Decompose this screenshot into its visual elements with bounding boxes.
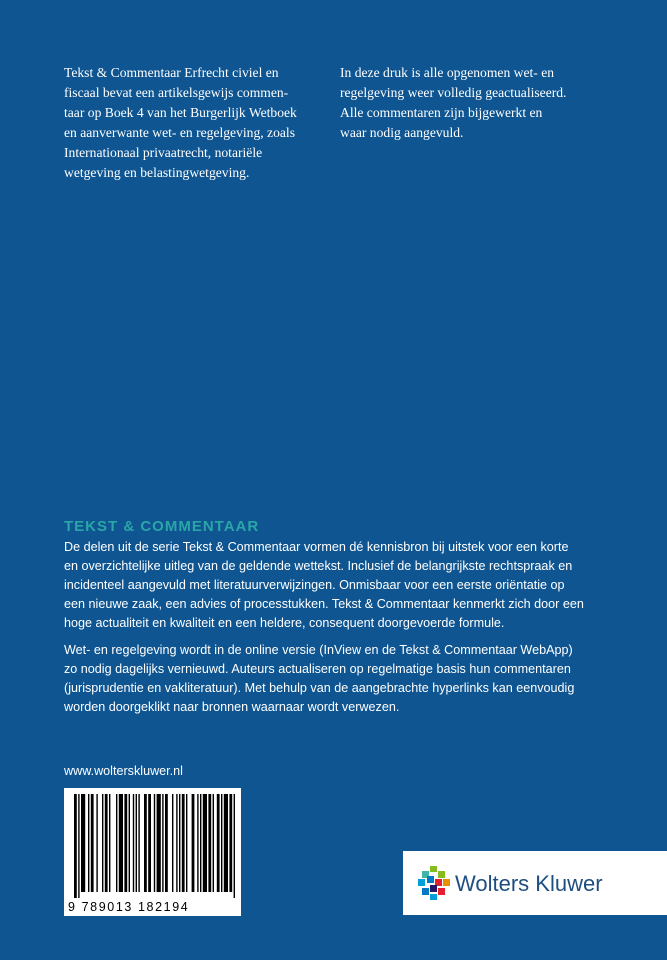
barcode-bar [229,794,232,892]
intro-left-line: Tekst & Commentaar Erfrecht civiel en [64,65,279,80]
barcode-bar [208,794,211,892]
barcode-bar [221,794,222,892]
barcode-bar [172,794,173,892]
online-line: worden doorgeklikt naar bronnen waarnaar wordt verwezen. [64,700,400,714]
intro-left-line: wetgeving en belastingwetgeving. [64,165,250,180]
series-description [64,538,624,633]
barcode-bar [162,794,163,892]
barcode-bar [136,794,137,892]
intro-left-column [64,63,314,183]
online-version-description [64,641,624,717]
publisher-logo-box [403,851,667,915]
intro-left-line: taar op Boek 4 van het Burgerlijk Wetboek [64,105,297,120]
series-heading: TEKST & COMMENTAAR [64,518,260,535]
barcode-bar [88,794,89,892]
barcode-bar [224,794,228,892]
online-line: (jurisprudentie en vakliteratuur). Met behulp van de aangebrachte hyperlinks kan eenvoudig [64,681,575,695]
intro-right-line: waar nodig aangevuld. [340,125,464,140]
series-line: De delen uit de serie Tekst & Commentaar vormen dé kennisbron bij uitstek voor een korte [64,540,569,554]
barcode-bar [213,794,214,892]
online-line: Wet- en regelgeving wordt in de online versie (InView en de Tekst & Commentaar WebApp) [64,643,573,657]
barcode-bar [116,794,117,892]
barcode-bar [176,794,177,892]
publisher-name: Wolters Kluwer [455,871,603,896]
barcode-bar [234,794,235,898]
website-url: www.wolterskluwer.nl [64,764,183,778]
barcode-bar [203,794,207,892]
series-line: hoge actualiteit en kwaliteit en een heldere, consequent doorgevoerde formule. [64,616,505,630]
intro-left-line: Internationaal privaatrecht, notariële [64,145,263,160]
barcode-bar [129,794,130,892]
barcode-bar [91,794,94,892]
wolters-kluwer-globe-icon [417,865,451,901]
barcode-number: 9 789013 182194 [68,900,190,914]
barcode-bar [192,794,195,892]
barcode-bar [119,794,123,892]
online-line: zo nodig dagelijks vernieuwd. Auteurs actualiseren op regelmatige basis hun commentaren [64,662,571,676]
barcode-bar [124,794,127,892]
isbn-barcode [64,788,241,916]
barcode-bar [165,794,168,892]
intro-right-column [340,63,620,143]
intro-left-line: en aanverwante wet- en regelgeving, zoals [64,125,295,140]
barcode-bar [78,794,79,898]
intro-left-line: fiscaal bevat een artikelsgewijs commen- [64,85,289,100]
barcode-bar [74,794,77,898]
barcode-bar [197,794,198,892]
barcode-bar [133,794,134,892]
intro-right-line: regelgeving weer volledig geactualiseerd. [340,85,567,100]
barcode-bar [109,794,110,892]
barcode-bar [81,794,85,892]
barcode-bar [138,794,139,892]
barcode-bar [179,794,180,892]
barcode-bar [96,794,97,892]
barcode-bar [102,794,103,892]
barcode-bar [182,794,185,892]
barcode-bar [157,794,161,892]
series-line: een nieuwe zaak, een advies of processtukken. Tekst & Commentaar kenmerkt zich door een [64,597,584,611]
intro-right-line: In deze druk is alle opgenomen wet- en [340,65,555,80]
barcode-bar [144,794,147,892]
barcode-bar [217,794,220,892]
series-line: incidenteel aangevuld met literatuurverwijzingen. Onmisbaar voor een eerste oriëntatie op [64,578,565,592]
series-line: en overzichtelijke uitleg van de geldende wettekst. Inclusief de belangrijkste rechtspraak en [64,559,573,573]
barcode-bars [64,788,241,900]
barcode-bar [148,794,151,892]
barcode-bar [186,794,187,892]
barcode-bar [200,794,201,892]
barcode-bar [105,794,108,892]
intro-right-line: Alle commentaren zijn bijgewerkt en [340,105,543,120]
barcode-bar [154,794,155,892]
